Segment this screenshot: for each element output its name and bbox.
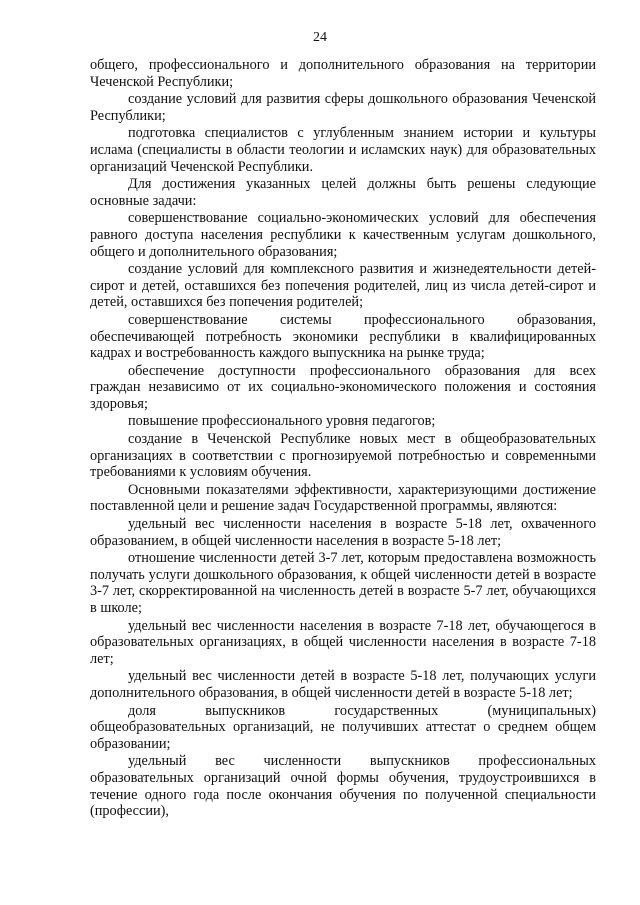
paragraph: удельный вес численности выпускников профессиональных образовательных организаций очной формы обучения, трудоустроившихся в течение одного года после окончания обучения по полученной специальности (профессии), [90,753,596,820]
paragraph: удельный вес численности населения в возрасте 7-18 лет, обучающегося в образовательных организациях, в общей численности населения в возрасте 7-18 лет; [90,617,596,667]
paragraph: создание условий для комплексного развития и жизнедеятельности детей-сирот и детей, оставшихся без попечения родителей, лиц из числа детей-сирот и детей, оставшихся без попечения родителей; [90,261,596,311]
paragraph: создание в Чеченской Республике новых мест в общеобразовательных организациях в соответствии с прогнозируемой потребностью и современными требованиями к условиям обучения. [90,431,596,481]
paragraph: доля выпускников государственных (муниципальных) общеобразовательных организаций, не получивших аттестат о среднем общем образовании; [90,702,596,752]
paragraph: общего, профессионального и дополнительного образования на территории Чеченской Республики; [90,57,596,90]
paragraph: удельный вес численности населения в возрасте 5-18 лет, охваченного образованием, в общей численности населения в возрасте 5-18 лет; [90,516,596,549]
page-number: 24 [313,30,327,45]
paragraph: удельный вес численности детей в возрасте 5-18 лет, получающих услуги дополнительного образования, в общей численности детей в возрасте 5-18 лет; [90,668,596,701]
paragraph: совершенствование социально-экономических условий для обеспечения равного доступа населения республики к качественным услугам дошкольного, общего и дополнительного образования; [90,210,596,260]
paragraph: подготовка специалистов с углубленным знанием истории и культуры ислама (специалисты в области теологии и исламских наук) для образовательных организаций Чеченской Республики. [90,125,596,175]
paragraph: создание условий для развития сферы дошкольного образования Чеченской Республики; [90,91,596,124]
body-text [90,57,596,821]
paragraph: совершенствование системы профессионального образования, обеспечивающей потребность экономики республики в квалифицированных кадрах и востребованность каждого выпускника на рынке труда; [90,311,596,362]
paragraph: отношение численности детей 3-7 лет, которым предоставлена возможность получать услуги дошкольного образования, к общей численности детей в возрасте 3-7 лет, скорректированной на численность детей в возрасте 5-7 лет, обучающихся в школе; [90,550,596,616]
paragraph: Основными показателями эффективности, характеризующими достижение поставленной цели и решение задач Государственной программы, являются: [90,481,596,515]
paragraph: Для достижения указанных целей должны быть решены следующие основные задачи: [90,176,596,209]
paragraph: обеспечение доступности профессионального образования для всех граждан независимо от их социально-экономического положения и состояния здоровья; [90,362,596,412]
paragraph: повышение профессионального уровня педагогов; [128,413,436,430]
